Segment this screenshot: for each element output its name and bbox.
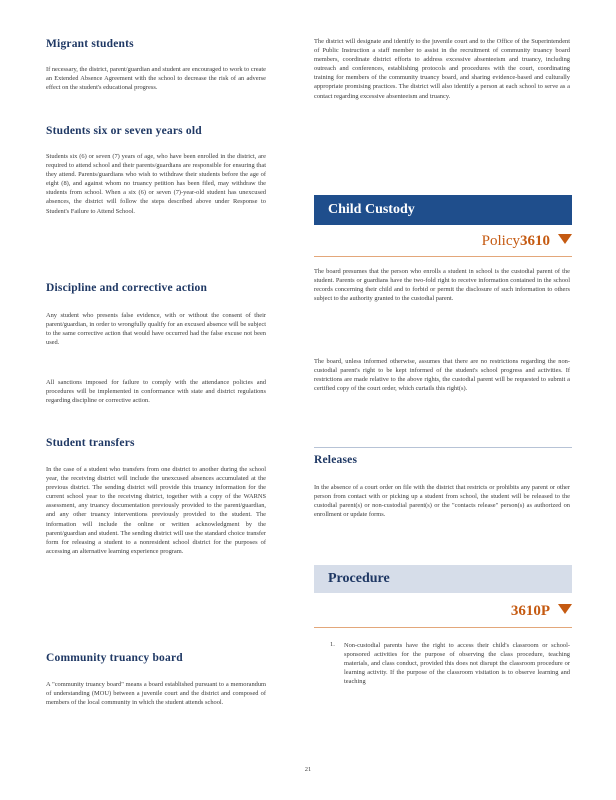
migrant-students-heading: Migrant students: [46, 38, 134, 50]
district-designation-text: The district will designate and identify to the juvenile court and to the Office of the Superintendent of Public Instruction a staff member to assist in the recruitment of community truancy board members, coordinate district efforts to address excessive absenteeism and truancy, including outreach and conferences, establishing protocols and procedures with the court, coordinating training for members of the community truancy board, and sharing evidence-based and culturally appropriate promising practices. The district will also identify a person at each school to serve as a contact regarding excessive absenteeism and truancy.: [314, 38, 570, 100]
procedure-banner: Procedure: [314, 565, 572, 593]
discipline-heading: Discipline and corrective action: [46, 282, 208, 294]
custody-text-2: The board, unless informed otherwise, assumes that there are no restrictions regarding the non-custodial parent's right to be kept informed of the student's school progress and activities. If restrictions are made relative to the above rights, the custodial parent will be requested to submit a certified copy of the court order, which curtails this right(s).: [314, 358, 570, 393]
procedure-divider: [314, 627, 572, 628]
procedure-number-label: [511, 603, 572, 620]
policy-number: 3610: [520, 233, 550, 249]
page-number: 21: [304, 766, 312, 773]
custody-text-1: The board presumes that the person who enrolls a student in school is the custodial parent of the student. Parents or guardians have the two-fold right to receive information contained in the school records concerning their child and to forbid or permit the disclosure of such information to others subject to the authority granted to the custodial parent.: [314, 268, 570, 303]
six-seven-heading: Students six or seven years old: [46, 125, 202, 137]
procedure-item-number: 1.: [330, 641, 335, 648]
triangle-down-icon: [558, 604, 572, 614]
child-custody-banner: Child Custody: [314, 195, 572, 225]
procedure-number: 3610P: [510, 603, 550, 619]
policy-divider: [314, 256, 572, 257]
triangle-down-icon: [558, 234, 572, 244]
releases-text: In the absence of a court order on file with the district that restricts or prohibits any parent or other person from contact with or picking up a student from school, the student will be released to the custodial parent(s) or non-custodial parent(s) or the "contacts release" person(s) as authorized on enrollment or update forms.: [314, 484, 570, 519]
custody-divider: [314, 447, 572, 448]
student-transfers-text: In the case of a student who transfers from one district to another during the school year, the receiving district will include the unexcused absences accumulated at the previous district. The sending district will provide this truancy information for the current school year to the receiving district, together with a copy of the WARNS assessment, any truancy documentation previously provided to the parent/guardian, and any other truancy interventions previously provided to the student. The information will include the online or written acknowledgment by the parent/guardian and student. The sending district will use the standard choice transfer form for releasing a student to a nonresident school district for the purposes of accessing an alternative learning experience program.: [46, 466, 266, 555]
migrant-students-text: If necessary, the district, parent/guardian and student are encouraged to work to create an Extended Absence Agreement with the school to decrease the risk of an adverse effect on the student's educational progress.: [46, 66, 266, 92]
community-truancy-heading: Community truancy board: [46, 652, 183, 664]
policy-number-label: [482, 233, 572, 250]
procedure-item-text: Non-custodial parents have the right to access their child's classroom or school-sponsored activities for the purpose of observing the class procedure, teaching materials, and class conduct, provided this does not disrupt the classroom procedure or learning activity. If the purpose of the classroom visitation is to observe learning and teaching: [344, 642, 570, 686]
releases-heading: Releases: [314, 454, 358, 466]
discipline-text-2: All sanctions imposed for failure to comply with the attendance policies and procedures will be implemented in conformance with state and district regulations regarding discipline or corrective action.: [46, 379, 266, 405]
policy-label: Policy: [481, 233, 520, 249]
discipline-text-1: Any student who presents false evidence, with or without the consent of their parent/guardian, in order to wrongfully qualify for an excused absence will be subject to the same corrective action that would have occurred had the false excuse not been used.: [46, 312, 266, 347]
student-transfers-heading: Student transfers: [46, 437, 135, 449]
six-seven-text: Students six (6) or seven (7) years of age, who have been enrolled in the district, are required to attend school and their parents/guardians are responsible for ensuring that they attend. Parents/guardians who wish to withdraw their students before the age of eight (8), and against whom no truancy petition has been filed, may withdraw the students from school. When a six (6) or seven (7)-year-old student has unexcused absences, the district will follow the steps described above under Response to Student's Failure to Attend School.: [46, 153, 266, 215]
community-truancy-text: A "community truancy board" means a board established pursuant to a memorandum of understanding (MOU) between a juvenile court and the district and composed of members of the local community in which the student attends school.: [46, 681, 266, 707]
